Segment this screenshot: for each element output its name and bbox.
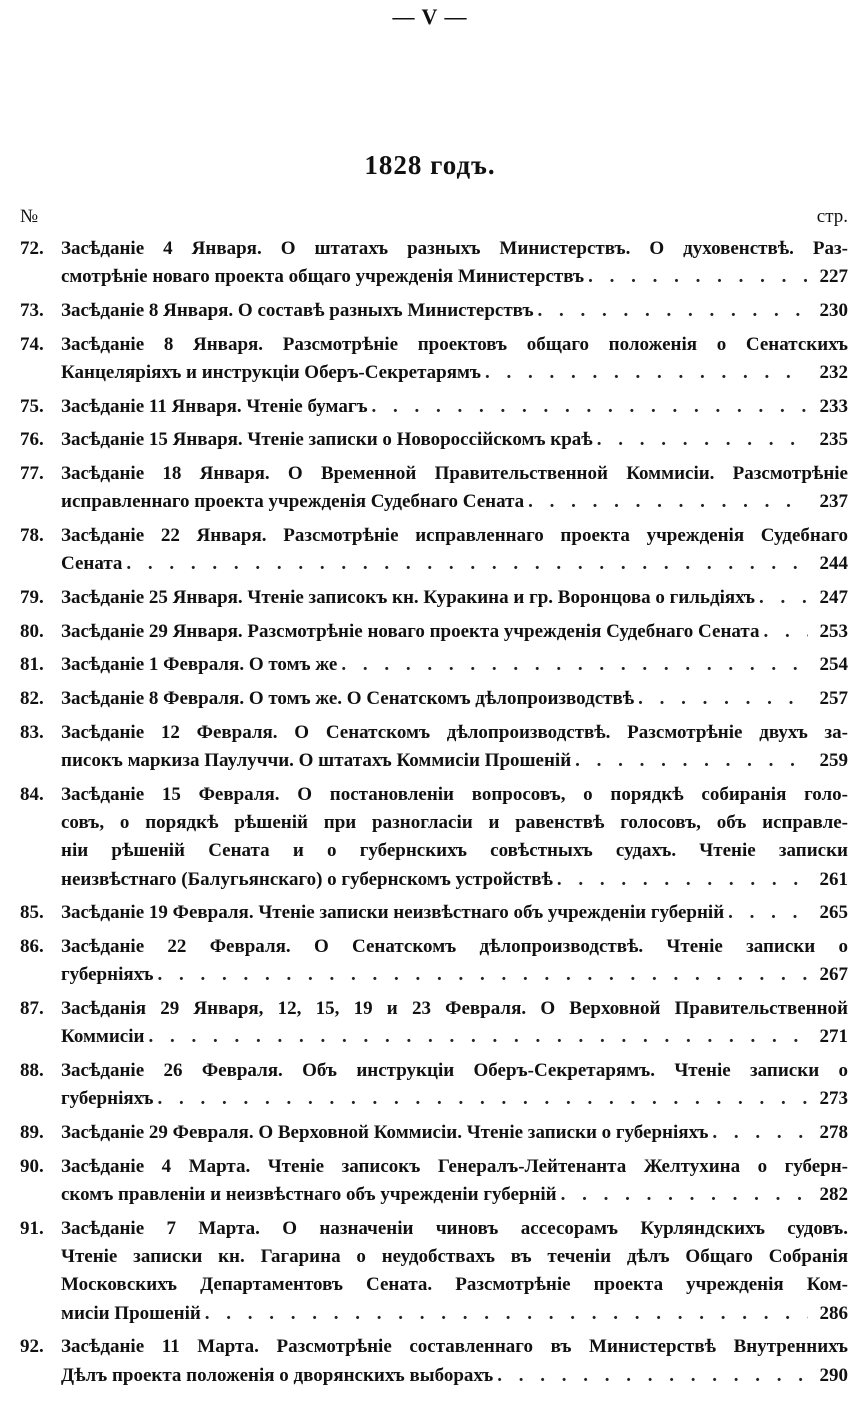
- dot-leader: [575, 747, 808, 775]
- entry-text-tail: Засѣданіе 29 Февраля. О Верховной Коммисіи. Чтеніе записки о губерніяхъ: [61, 1121, 709, 1143]
- entry-text-tail: Засѣданіе 15 Января. Чтеніе записки о Новороссійскомъ краѣ: [61, 429, 593, 451]
- entry-last-line: [61, 1085, 848, 1113]
- dot-leader: [205, 1300, 808, 1328]
- entry-text-tail: мисіи Прошеній: [61, 1302, 201, 1324]
- entry-last-line: [61, 550, 848, 578]
- entry-last-line: [61, 1181, 848, 1209]
- entry-text-tail: Сената: [61, 553, 123, 575]
- entry-text-tail: Засѣданіе 25 Января. Чтеніе записокъ кн. Куракина и гр. Воронцова о гильдіяхъ: [61, 587, 755, 608]
- entry-text-tail: Засѣданіе 19 Февраля. Чтеніе записки неизвѣстнаго объ учрежденіи губерній: [61, 902, 725, 924]
- entry-number: 87.: [20, 997, 44, 1019]
- entry-text-line: Засѣданіе 8 Января. Разсмотрѣніе проектовъ общаго положенія о Сенатскихъ: [61, 333, 848, 355]
- entry-last-line: [61, 618, 848, 646]
- dot-leader: [759, 584, 808, 612]
- entry-last-line: [61, 1300, 848, 1328]
- entry-page-number: 278: [819, 1121, 848, 1143]
- entry-last-line: [61, 426, 848, 454]
- entry-text-tail: Засѣданіе 11 Января. Чтеніе бумагъ: [61, 395, 368, 417]
- toc-entry: [20, 995, 848, 1052]
- entry-page-number: 265: [819, 902, 848, 924]
- toc-entry: [20, 584, 848, 612]
- entry-last-line: [61, 359, 848, 387]
- entry-text-line: ніи рѣшеній Сената и о губернскихъ совѣстныхъ судахъ. Чтеніе записки: [61, 840, 848, 862]
- entry-text-tail: Канцеляріяхъ и инструкціи Оберъ-Секретарямъ: [61, 361, 481, 383]
- toc-entry: [20, 1333, 848, 1390]
- entry-page-number: 230: [819, 299, 848, 321]
- dot-leader: [158, 1085, 809, 1113]
- year-heading: 1828 годъ.: [364, 150, 496, 180]
- dot-leader: [148, 1023, 808, 1051]
- toc-entry: [20, 460, 848, 517]
- entry-text-tail: смотрѣніе новаго проекта общаго учрежденія Министерствъ: [61, 266, 585, 288]
- entry-page-number: 254: [819, 654, 848, 676]
- entry-last-line: [61, 584, 848, 612]
- dot-leader: [485, 359, 808, 387]
- dot-leader: [597, 426, 808, 454]
- entry-number: 89.: [20, 1121, 44, 1143]
- entry-number: 74.: [20, 333, 44, 355]
- dot-leader: [638, 685, 808, 713]
- entry-number: 75.: [20, 395, 44, 417]
- entry-last-line: [61, 297, 848, 325]
- entry-number: 83.: [20, 721, 44, 743]
- entry-page-number: 261: [819, 868, 848, 890]
- entry-text-line: Засѣданіе 22 Января. Разсмотрѣніе исправленнаго проекта учрежденія Судебнаго: [61, 525, 848, 547]
- toc-entry: [20, 651, 848, 679]
- entry-text-tail: Дѣлъ проекта положенія о дворянскихъ выборахъ: [61, 1364, 494, 1386]
- toc-entry: [20, 1215, 848, 1328]
- entry-number: 84.: [20, 783, 44, 805]
- entry-page-number: 247: [819, 587, 848, 608]
- entry-page-number: 257: [819, 688, 848, 710]
- dot-leader: [712, 1119, 808, 1147]
- entry-last-line: [61, 899, 848, 927]
- entry-text-tail: Засѣданіе 8 Января. О составѣ разныхъ Министерствъ: [61, 299, 534, 321]
- dot-leader: [763, 618, 808, 646]
- entry-text-tail: неизвѣстнаго (Балугьянскаго) о губернскомъ устройствѣ: [61, 868, 553, 890]
- entry-page-number: 232: [819, 361, 848, 383]
- entry-number: 86.: [20, 936, 44, 957]
- entry-page-number: 235: [819, 429, 848, 451]
- entry-text-tail: Коммисіи: [61, 1026, 145, 1048]
- toc-entry: [20, 426, 848, 454]
- entry-number: 85.: [20, 902, 44, 924]
- entry-last-line: [61, 961, 848, 989]
- dot-leader: [158, 961, 809, 989]
- entry-page-number: 273: [819, 1088, 848, 1110]
- toc-entry: [20, 719, 848, 776]
- entry-number: 92.: [20, 1336, 44, 1358]
- entry-last-line: [61, 866, 848, 894]
- toc-entry: [20, 522, 848, 579]
- toc-entry: [20, 235, 848, 292]
- page-column-label: стр.: [816, 206, 848, 227]
- entry-text-line: Чтеніе записки кн. Гагарина о неудобствахъ въ теченіи дѣлъ Общаго Собранія: [61, 1245, 848, 1267]
- entry-last-line: [61, 393, 848, 421]
- toc-entry: [20, 685, 848, 713]
- toc-entry: [20, 933, 848, 990]
- entry-text-line: Засѣданіе 18 Января. О Временной Правительственной Коммисіи. Разсмотрѣніе: [61, 463, 848, 485]
- table-of-contents: [20, 235, 848, 1395]
- entry-text-line: Засѣданіе 15 Февраля. О постановленіи вопросовъ, о порядкѣ собиранія голо-: [61, 783, 848, 805]
- entry-page-number: 237: [819, 491, 848, 513]
- toc-entry: [20, 1153, 848, 1210]
- entry-number: 72.: [20, 238, 44, 259]
- entry-last-line: [61, 488, 848, 516]
- entry-number: 79.: [20, 587, 44, 608]
- entry-number: 81.: [20, 654, 44, 676]
- page-folio: — V —: [392, 4, 468, 29]
- entry-number: 78.: [20, 525, 44, 547]
- entry-last-line: [61, 747, 848, 775]
- dot-leader: [126, 550, 808, 578]
- toc-entry: [20, 331, 848, 388]
- entry-number: 73.: [20, 299, 44, 321]
- entry-last-line: [61, 1023, 848, 1051]
- entry-text-line: Засѣданіе 11 Марта. Разсмотрѣніе составленнаго въ Министерствѣ Внутреннихъ: [61, 1336, 848, 1358]
- entry-text-tail: скомъ правленіи и неизвѣстнаго объ учрежденіи губерній: [61, 1183, 557, 1205]
- entry-text-line: Засѣданіе 12 Февраля. О Сенатскомъ дѣлопроизводствѣ. Разсмотрѣніе двухъ за-: [61, 721, 848, 743]
- entry-text-line: Засѣданіе 26 Февраля. Объ инструкціи Оберъ-Секретарямъ. Чтеніе записки о: [61, 1059, 848, 1081]
- entry-text-tail: губерніяхъ: [61, 964, 154, 986]
- entry-last-line: [61, 1362, 848, 1390]
- dot-leader: [372, 393, 808, 421]
- entry-number: 88.: [20, 1059, 44, 1081]
- entry-text-tail: писокъ маркиза Паулуччи. О штатахъ Коммисіи Прошеній: [61, 750, 572, 772]
- entry-text-line: Засѣданіе 22 Февраля. О Сенатскомъ дѣлопроизводствѣ. Чтеніе записки о: [61, 936, 848, 957]
- entry-page-number: 271: [819, 1026, 848, 1048]
- entry-text-line: Московскихъ Департаментовъ Сената. Разсмотрѣніе проекта учрежденія Ком-: [61, 1274, 848, 1296]
- dot-leader: [561, 1181, 808, 1209]
- number-column-label: №: [20, 206, 39, 227]
- entry-page-number: 286: [819, 1302, 848, 1324]
- entry-page-number: 253: [819, 620, 848, 642]
- dot-leader: [528, 488, 808, 516]
- entry-page-number: 267: [819, 964, 848, 986]
- entry-text-line: Засѣданіе 7 Марта. О назначеніи чиновъ ассесорамъ Курляндскихъ судовъ.: [61, 1217, 848, 1239]
- dot-leader: [588, 263, 808, 291]
- entry-number: 82.: [20, 688, 44, 710]
- toc-entry: [20, 899, 848, 927]
- dot-leader: [728, 899, 808, 927]
- dot-leader: [538, 297, 808, 325]
- column-header: [20, 206, 848, 232]
- entry-number: 90.: [20, 1155, 44, 1177]
- entry-last-line: [61, 1119, 848, 1147]
- entry-page-number: 290: [819, 1364, 848, 1386]
- toc-entry: [20, 393, 848, 421]
- toc-entry: [20, 618, 848, 646]
- entry-last-line: [61, 685, 848, 713]
- entry-page-number: 282: [819, 1183, 848, 1205]
- dot-leader: [497, 1362, 808, 1390]
- entry-number: 80.: [20, 620, 44, 642]
- entry-text-tail: Засѣданіе 1 Февраля. О томъ же: [61, 654, 338, 676]
- entry-page-number: 233: [819, 395, 848, 417]
- dot-leader: [341, 651, 808, 679]
- toc-entry: [20, 297, 848, 325]
- entry-text-tail: Засѣданіе 8 Февраля. О томъ же. О Сенатскомъ дѣлопроизводствѣ: [61, 688, 635, 710]
- entry-number: 91.: [20, 1217, 44, 1239]
- entry-last-line: [61, 263, 848, 291]
- entry-text-line: Засѣданіе 4 Января. О штатахъ разныхъ Министерствъ. О духовенствѣ. Раз-: [61, 238, 848, 259]
- dot-leader: [557, 866, 808, 894]
- toc-entry: [20, 1119, 848, 1147]
- entry-text-tail: Засѣданіе 29 Января. Разсмотрѣніе новаго проекта учрежденія Судебнаго Сената: [61, 620, 760, 642]
- toc-entry: [20, 1057, 848, 1114]
- entry-text-line: Засѣданія 29 Января, 12, 15, 19 и 23 Февраля. О Верховной Правительственной: [61, 997, 848, 1019]
- entry-last-line: [61, 651, 848, 679]
- entry-page-number: 244: [819, 553, 848, 575]
- entry-text-tail: губерніяхъ: [61, 1088, 154, 1110]
- entry-page-number: 259: [819, 750, 848, 772]
- entry-text-line: Засѣданіе 4 Марта. Чтеніе записокъ Генералъ-Лейтенанта Желтухина о губерн-: [61, 1155, 848, 1177]
- entry-text-tail: исправленнаго проекта учрежденія Судебнаго Сената: [61, 491, 525, 513]
- entry-page-number: 227: [819, 266, 848, 288]
- entry-number: 76.: [20, 429, 44, 451]
- toc-entry: [20, 781, 848, 894]
- entry-number: 77.: [20, 463, 44, 485]
- entry-text-line: совъ, о порядкѣ рѣшеній при разногласіи и равенствѣ голосовъ, объ исправле-: [61, 812, 848, 834]
